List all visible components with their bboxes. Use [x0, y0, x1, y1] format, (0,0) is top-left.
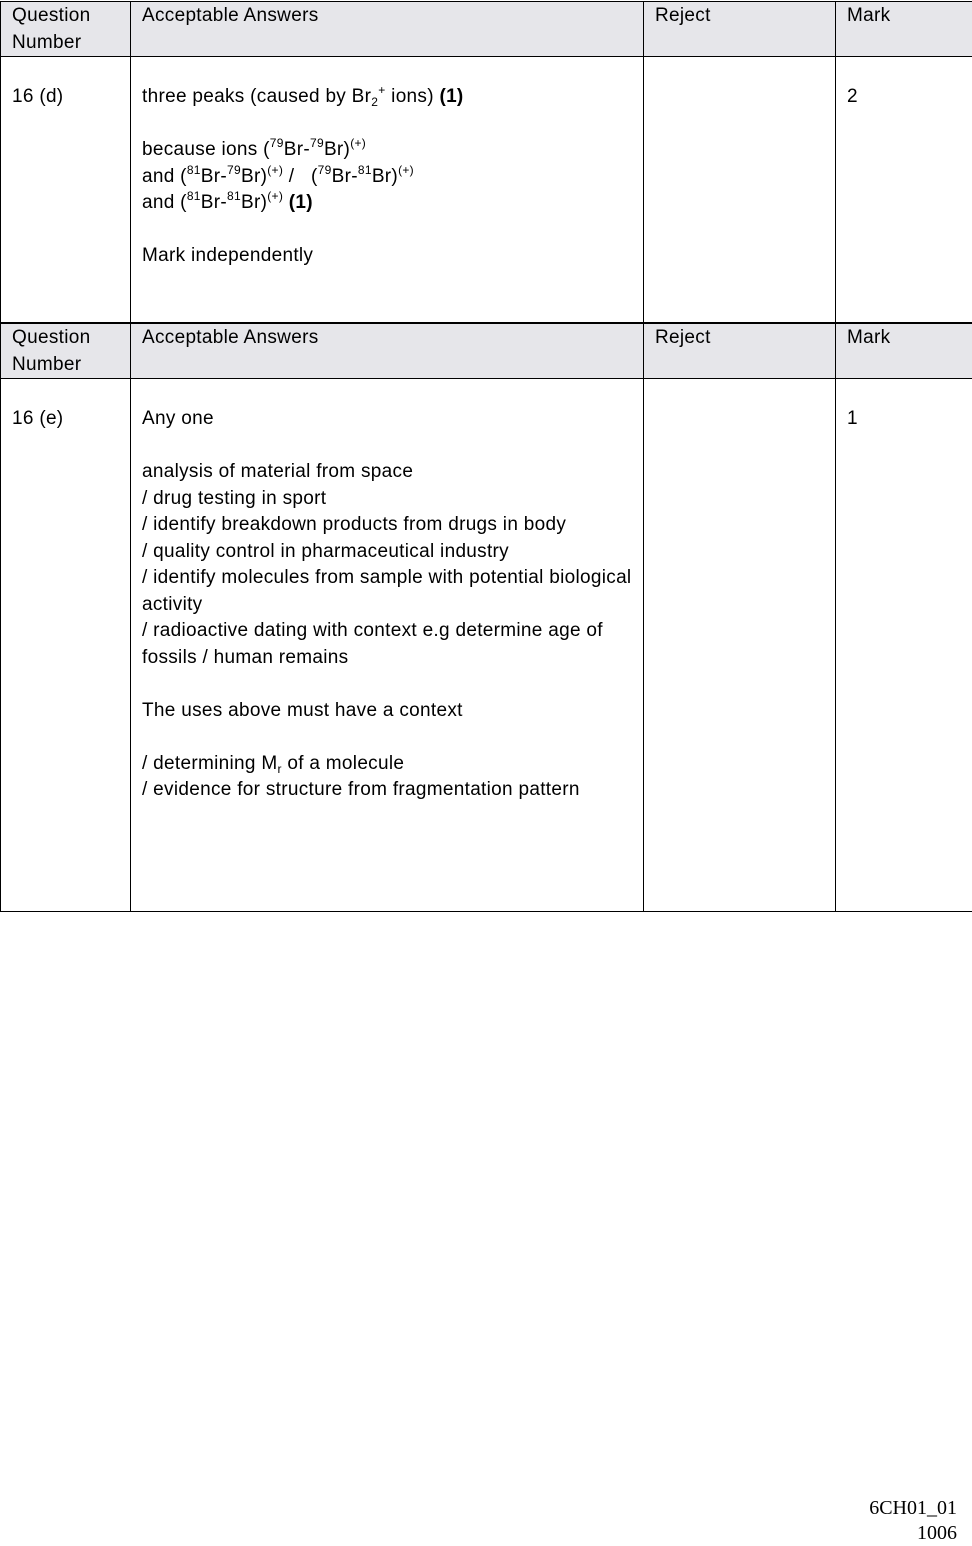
isotope-number: 79: [270, 136, 284, 150]
bond-dash: -: [220, 166, 227, 187]
header-row: [1, 2, 972, 57]
answer-text: of a molecule: [282, 753, 405, 774]
answer-text: and (: [142, 166, 187, 187]
element-symbol: Br: [201, 192, 221, 213]
superscript: +: [378, 83, 385, 97]
bracket: ): [344, 139, 351, 160]
header-acceptable-answers: Acceptable Answers: [131, 324, 644, 379]
isotope-number: 79: [318, 163, 332, 177]
answer-item: / identify molecules from sample with potential biological activity: [142, 565, 633, 618]
element-symbol: Br: [332, 166, 352, 187]
reject-cell: [644, 379, 836, 912]
acceptable-answers-cell: [131, 57, 644, 323]
spacer: [142, 433, 633, 460]
header-acceptable-answers: Acceptable Answers: [131, 2, 644, 57]
answer-text: ions): [386, 86, 440, 107]
question-number: 16 (d): [1, 57, 131, 323]
answer-item: / evidence for structure from fragmentation pattern: [142, 777, 633, 804]
bracket: ): [391, 166, 398, 187]
answer-row: [1, 57, 972, 323]
bond-dash: -: [351, 166, 358, 187]
answer-text: because ions (: [142, 139, 270, 160]
isotope-number: 81: [187, 163, 201, 177]
header-row: [1, 324, 972, 379]
charge: (+): [267, 163, 283, 177]
header-reject: Reject: [644, 324, 836, 379]
element-symbol: Br: [241, 166, 261, 187]
header-reject: Reject: [644, 2, 836, 57]
answer-text: / determining M: [142, 753, 277, 774]
mark-scheme-table-16e: [0, 323, 972, 912]
mark-value: 1: [836, 379, 972, 912]
isotope-number: 79: [227, 163, 241, 177]
answer-row: [1, 379, 972, 912]
answer-item: [142, 751, 633, 778]
paper-code: 6CH01_01: [869, 1496, 957, 1521]
spacer: [142, 217, 633, 244]
acceptable-answers-cell: [131, 379, 644, 912]
bond-dash: -: [220, 192, 227, 213]
mark-point: (1): [439, 86, 463, 107]
answer-line: [142, 164, 633, 191]
spacer: [142, 111, 633, 138]
bracket: ): [261, 166, 268, 187]
answer-item: analysis of material from space: [142, 459, 633, 486]
bracket: ): [261, 192, 268, 213]
answer-item: / identify breakdown products from drugs in body: [142, 512, 633, 539]
element-symbol: Br: [284, 139, 304, 160]
element-symbol: Br: [201, 166, 221, 187]
subscript: r: [277, 762, 281, 776]
mark-point: (1): [289, 192, 313, 213]
isotope-number: 81: [187, 189, 201, 203]
isotope-number: 79: [310, 136, 324, 150]
reject-cell: [644, 57, 836, 323]
element-symbol: Br: [241, 192, 261, 213]
answer-item: / drug testing in sport: [142, 486, 633, 513]
element-symbol: Br: [324, 139, 344, 160]
answer-text: and (: [142, 192, 187, 213]
answer-text: three peaks (caused by Br: [142, 86, 371, 107]
footer-codes: [869, 1496, 957, 1546]
charge: (+): [398, 163, 414, 177]
mark-scheme-table-16d: [0, 1, 972, 323]
answer-item: / quality control in pharmaceutical industry: [142, 539, 633, 566]
spacer: [142, 671, 633, 698]
answer-item: / radioactive dating with context e.g determine age of fossils / human remains: [142, 618, 633, 671]
answer-text: / (: [283, 166, 318, 187]
charge: (+): [267, 189, 283, 203]
subscript: 2: [371, 95, 378, 109]
answer-line: [142, 84, 633, 111]
isotope-number: 81: [227, 189, 241, 203]
header-question-number: Question Number: [1, 324, 131, 379]
question-number: 16 (e): [1, 379, 131, 912]
bond-dash: -: [303, 139, 310, 160]
marking-note: Mark independently: [142, 243, 633, 270]
answer-intro: Any one: [142, 406, 633, 433]
header-mark: Mark: [836, 324, 972, 379]
context-note: The uses above must have a context: [142, 698, 633, 725]
header-mark: Mark: [836, 2, 972, 57]
page-code: 1006: [869, 1521, 957, 1546]
isotope-number: 81: [358, 163, 372, 177]
mark-value: 2: [836, 57, 972, 323]
spacer: [142, 724, 633, 751]
answer-line: [142, 137, 633, 164]
answer-line: [142, 190, 633, 217]
charge: (+): [350, 136, 366, 150]
header-question-number: Question Number: [1, 2, 131, 57]
element-symbol: Br: [372, 166, 392, 187]
